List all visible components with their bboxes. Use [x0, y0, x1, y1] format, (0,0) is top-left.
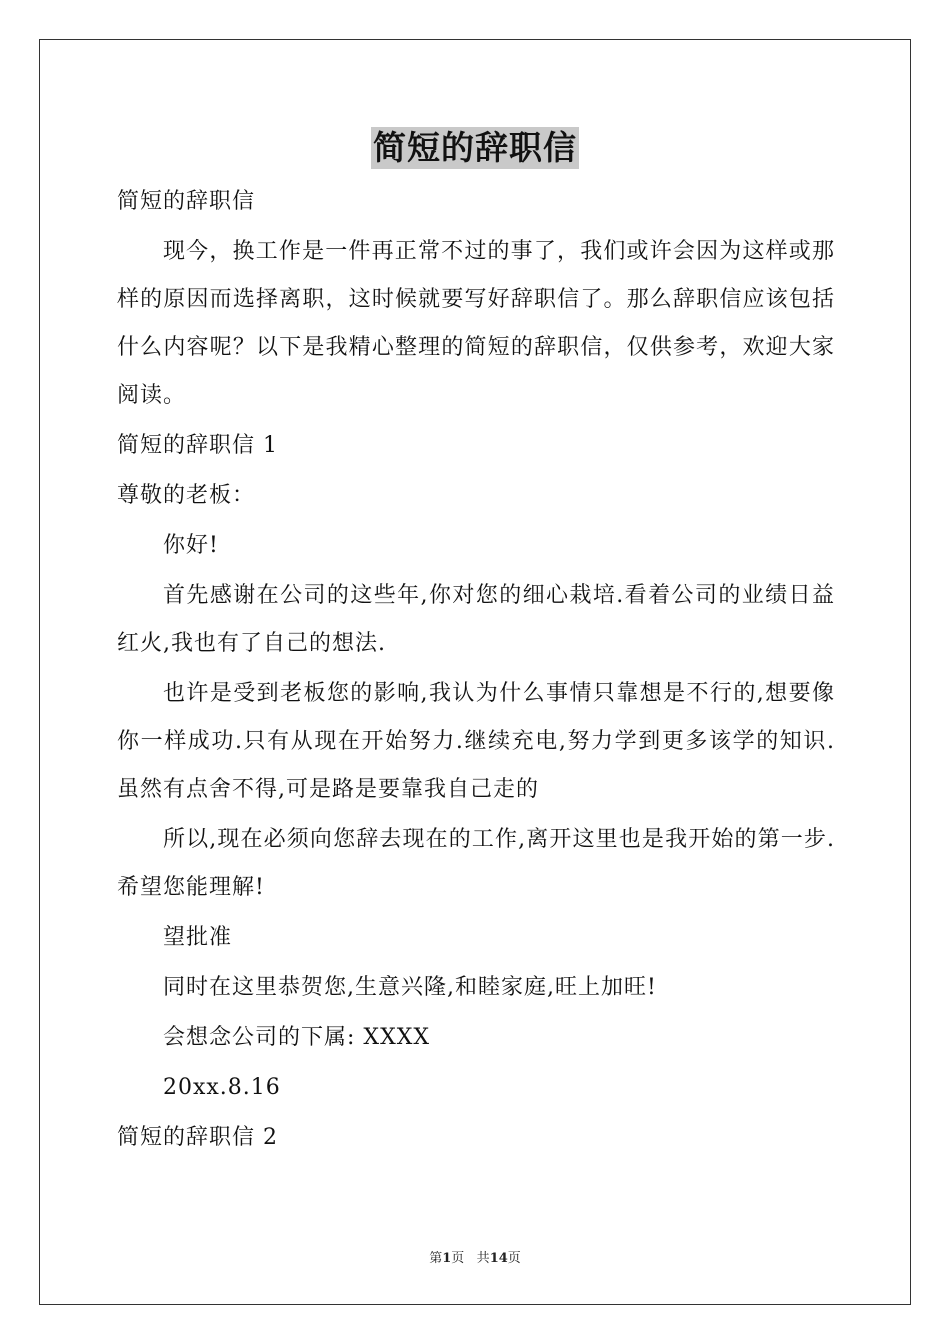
closing-wishes: 同时在这里恭贺您,生意兴隆,和睦家庭,旺上加旺! — [163, 975, 657, 1000]
footer-total-suffix: 页 — [507, 1251, 521, 1266]
section-heading-2: 简短的辞职信 2 — [117, 1125, 278, 1150]
document-title: 简短的辞职信 — [373, 128, 577, 167]
section-heading-1: 简短的辞职信 1 — [117, 433, 278, 458]
footer-page-suffix: 页 — [451, 1251, 465, 1266]
greeting: 你好! — [163, 533, 219, 558]
intro-paragraph: 现今，换工作是一件再正常不过的事了，我们或许会因为这样或那样的原因而选择离职，这时候就要写好辞职信了。那么辞职信应该包括什么内容呢？以下是我精心整理的简短的辞职信，仅供参考，欢迎大家阅读。 — [117, 239, 835, 408]
closing-request: 望批准 — [163, 925, 233, 950]
signature: 会想念公司的下属: XXXX — [163, 1025, 431, 1050]
footer-page-number: 1 — [442, 1251, 452, 1266]
footer-total-pages: 14 — [489, 1251, 508, 1266]
date: 20xx.8.16 — [163, 1075, 281, 1100]
body-paragraph: 所以,现在必须向您辞去现在的工作,离开这里也是我开始的第一步.希望您能理解! — [117, 827, 835, 900]
footer-prefix: 第 — [429, 1251, 443, 1266]
body-paragraph: 首先感谢在公司的这些年,你对您的细心栽培.看着公司的业绩日益红火,我也有了自己的想法. — [117, 583, 835, 656]
body-paragraph: 也许是受到老板您的影响,我认为什么事情只靠想是不行的,想要像你一样成功.只有从现在开始努力.继续充电,努力学到更多该学的知识.虽然有点舍不得,可是路是要靠我自己走的 — [117, 681, 835, 802]
document-body — [117, 178, 835, 1164]
subtitle-paragraph: 简短的辞职信 — [117, 189, 256, 214]
footer-total-prefix: 共 — [476, 1251, 490, 1266]
page-footer — [0, 1247, 950, 1266]
title-container — [0, 127, 950, 169]
salutation: 尊敬的老板： — [117, 483, 256, 508]
